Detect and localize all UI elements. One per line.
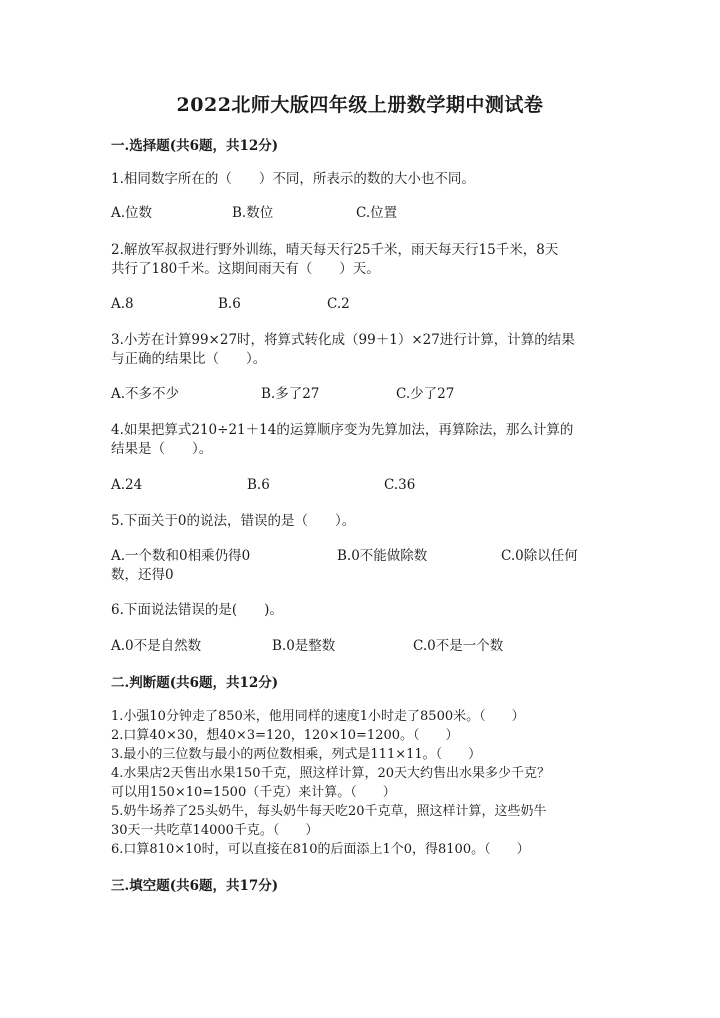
question-text: 与正确的结果比（ ）。 — [111, 351, 267, 367]
judge-line: 1.小强10分钟走了850米，他用同样的速度1小时走了8500米。（ ） — [111, 709, 525, 724]
option-c: C.位置 — [356, 205, 398, 221]
option-b: B.数位 — [232, 205, 274, 221]
judge-line: 3.最小的三位数与最小的两位数相乘，列式是111×11。（ ） — [111, 747, 482, 762]
question-text: 结果是（ ）。 — [111, 441, 213, 457]
option-c: C.少了27 — [396, 386, 455, 402]
question-text: 3.小芳在计算99×27时，将算式转化成（99＋1）×27进行计算，计算的结果 — [111, 332, 575, 348]
option-a: A.0不是自然数 — [111, 638, 202, 654]
option-c: C.0不是一个数 — [413, 638, 504, 654]
option-a: A.不多不少 — [111, 386, 180, 402]
question-text: 1.相同数字所在的（ ）不同，所表示的数的大小也不同。 — [111, 171, 475, 187]
question-text: 5.下面关于0的说法，错误的是（ ）。 — [111, 513, 356, 529]
option-c: C.2 — [327, 296, 350, 312]
option-b: B.0是整数 — [272, 638, 336, 654]
judge-line: 30天一共吃草14000千克。（ ） — [111, 823, 319, 838]
judge-line: 4.水果店2天售出水果150千克，照这样计算，20天大约售出水果多少千克？ — [111, 766, 551, 781]
option-b: B.6 — [218, 296, 241, 312]
question-text: 6.下面说法错误的是( )。 — [111, 602, 283, 618]
judge-line: 2.口算40×30，想40×3=120，120×10=1200。（ ） — [111, 728, 459, 743]
section-heading-choice: 一.选择题(共6题，共12分) — [111, 138, 279, 154]
option-b: B.6 — [247, 477, 270, 493]
section-heading-fill: 三.填空题(共6题，共17分) — [111, 878, 279, 894]
question-text: 2.解放军叔叔进行野外训练，晴天每天行25千米，雨天每天行15千米，8天 — [111, 242, 559, 258]
option-a: A.24 — [111, 477, 143, 493]
option-a: A.一个数和0相乘仍得0 — [111, 548, 251, 564]
judge-line: 5.奶牛场养了25头奶牛，每头奶牛每天吃20千克草，照这样计算，这些奶牛 — [111, 804, 547, 819]
question-text: 4.如果把算式210÷21＋14的运算顺序变为先算加法，再算除法，那么计算的 — [111, 422, 574, 438]
option-a: A.8 — [111, 296, 134, 312]
page-title: 2022北师大版四年级上册数学期中测试卷 — [176, 94, 544, 116]
question-text: 共行了180千米。这期间雨天有（ ）天。 — [111, 261, 380, 277]
option-a: A.位数 — [111, 205, 153, 221]
option-b: B.多了27 — [261, 386, 320, 402]
option-continuation: 数，还得0 — [111, 567, 174, 583]
option-c: C.0除以任何 — [501, 548, 578, 564]
option-c: C.36 — [384, 477, 416, 493]
judge-line: 6.口算810×10时，可以直接在810的后面添上1个0，得8100。（ ） — [111, 842, 530, 857]
section-heading-judge: 二.判断题(共6题，共12分) — [111, 675, 279, 691]
option-b: B.0不能做除数 — [337, 548, 428, 564]
judge-line: 可以用150×10=1500（千克）来计算。（ ） — [111, 785, 396, 800]
